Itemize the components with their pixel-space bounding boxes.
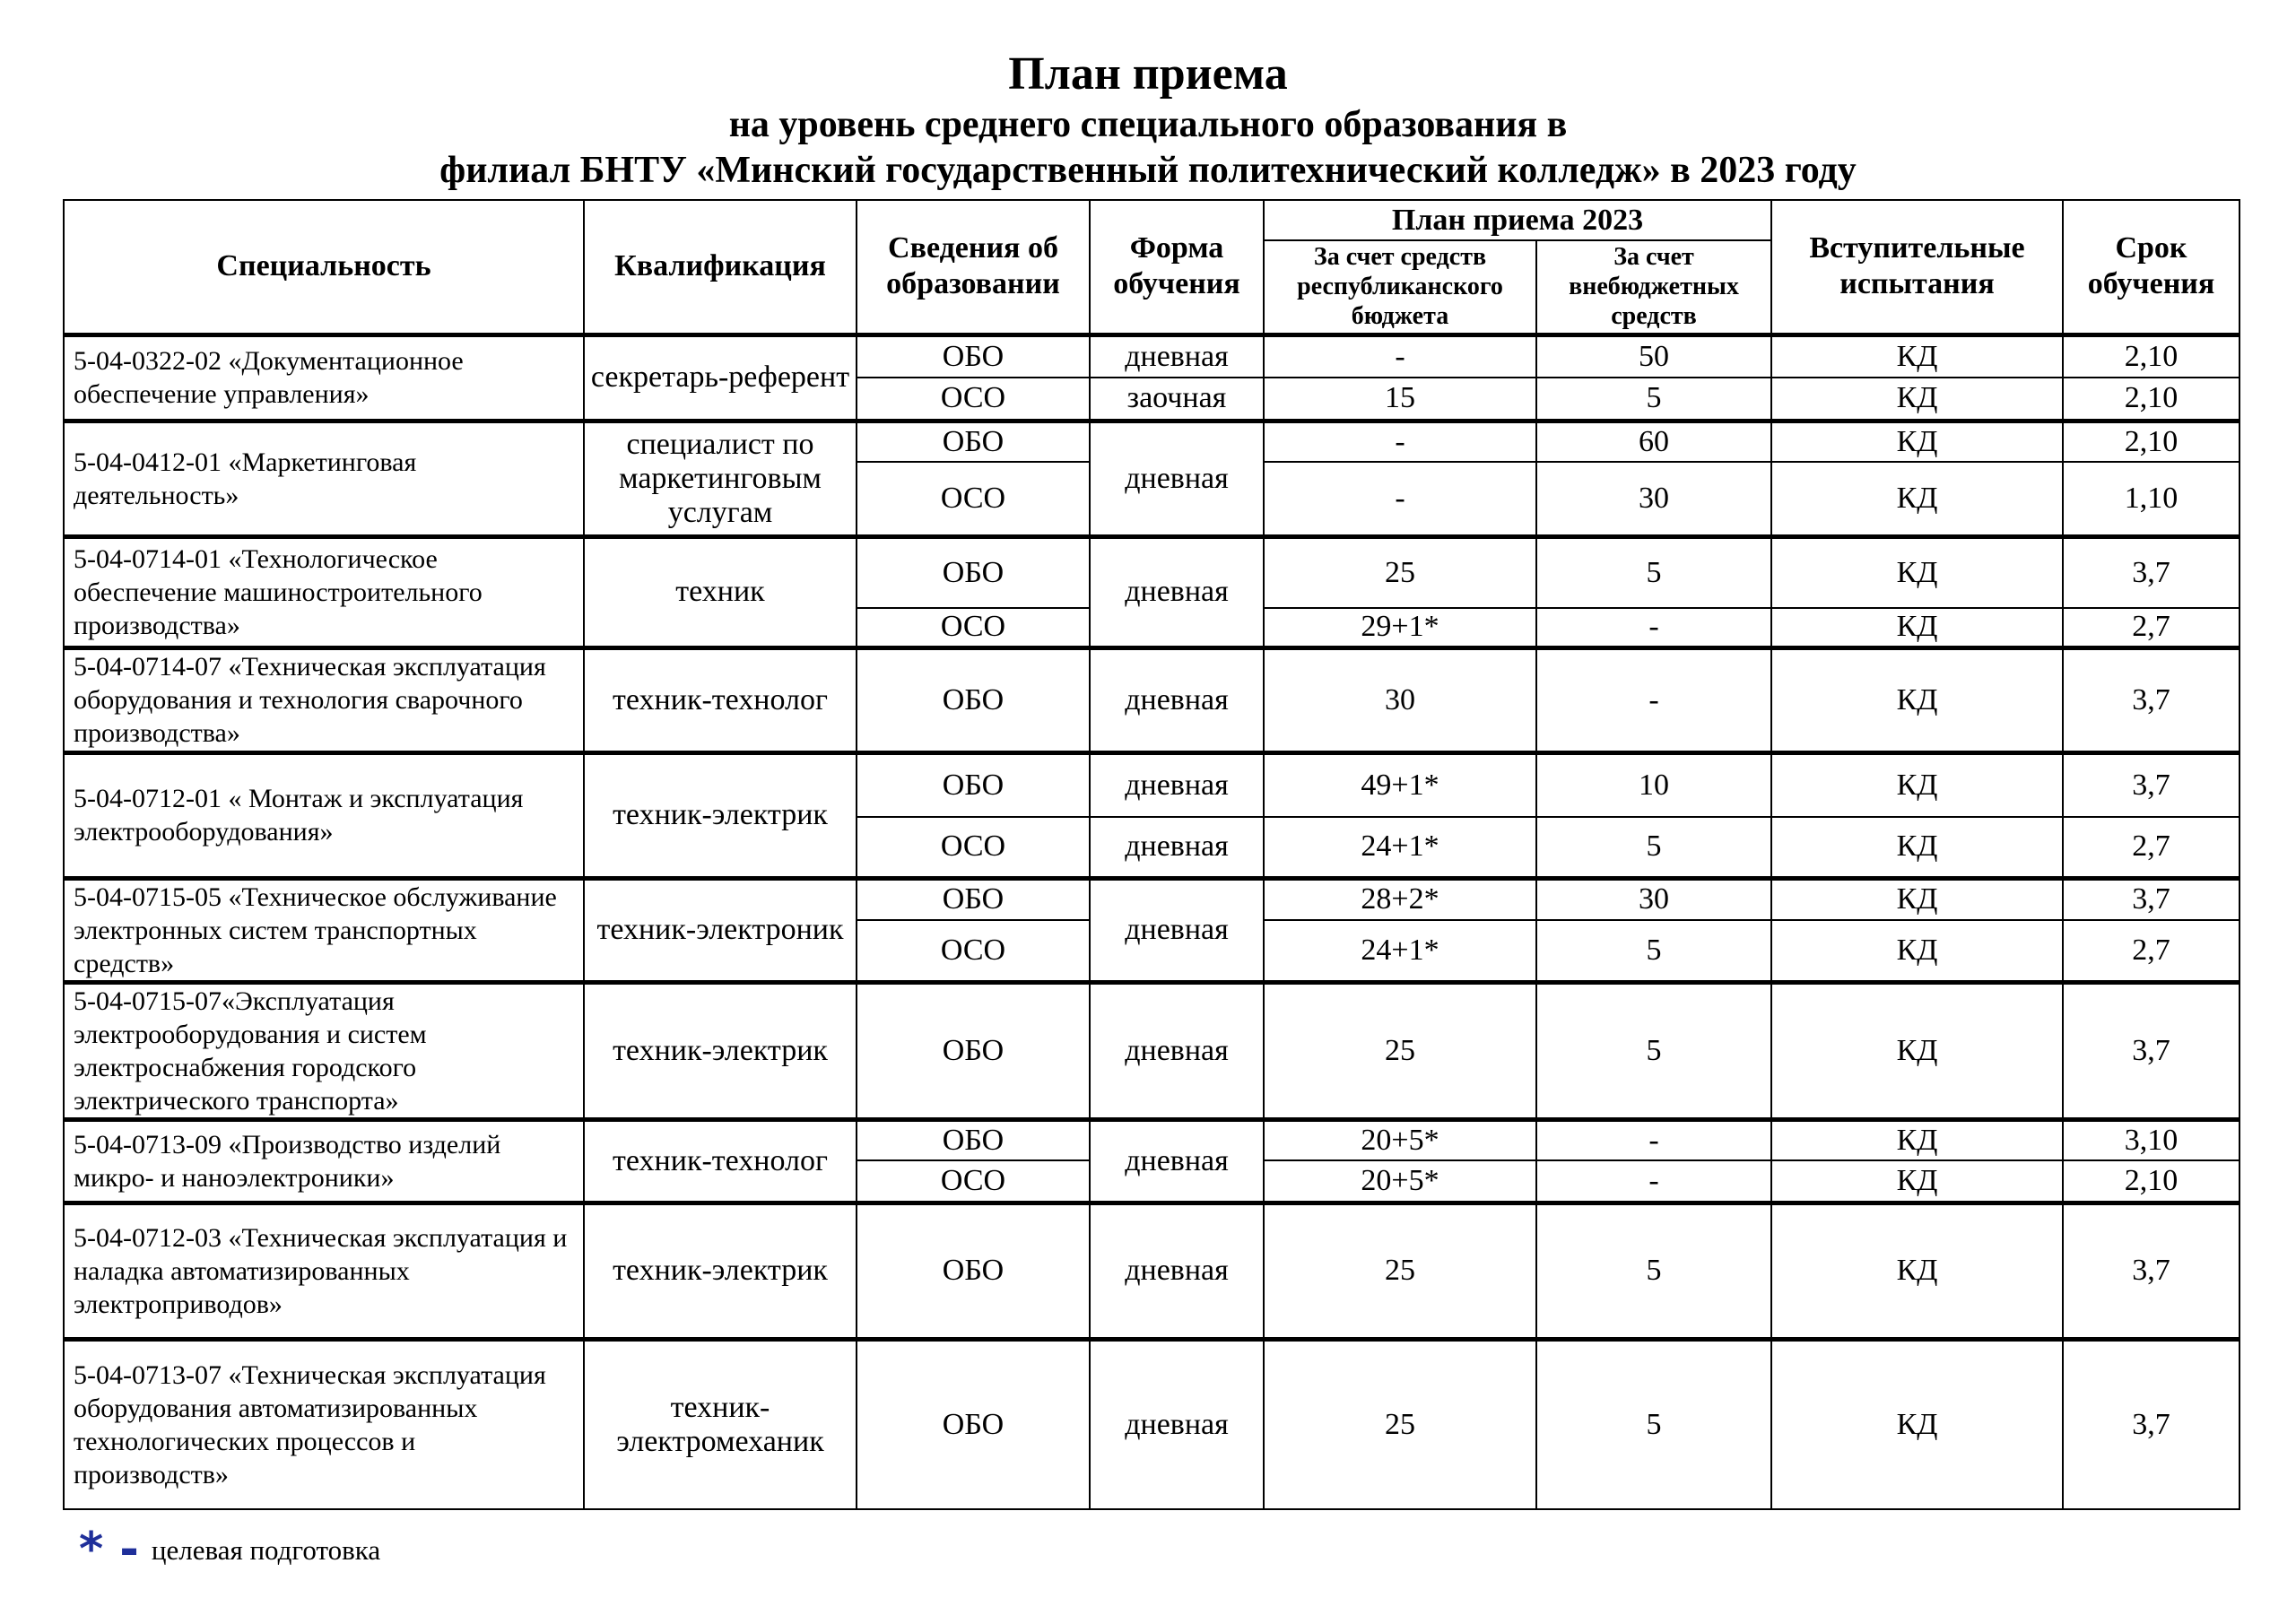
- exams-cell: КД: [1771, 1339, 2063, 1509]
- budget-cell: -: [1264, 334, 1536, 378]
- specialty-cell: 5-04-0714-01 «Технологическое обеспечение машиностроительного производства»: [64, 536, 584, 647]
- paid-cell: -: [1536, 1119, 1771, 1160]
- paid-cell: 10: [1536, 752, 1771, 817]
- form-cell: заочная: [1090, 378, 1264, 421]
- budget-cell: 25: [1264, 536, 1536, 608]
- qualification-cell: техник-электромеханик: [584, 1339, 857, 1509]
- header-specialty: Специальность: [64, 200, 584, 334]
- table-row: [64, 1339, 2239, 1509]
- exams-cell: КД: [1771, 982, 2063, 1119]
- page-title-block: [0, 47, 2296, 194]
- paid-cell: 5: [1536, 1203, 1771, 1339]
- table-row: [64, 1119, 2239, 1160]
- paid-cell: -: [1536, 1160, 1771, 1203]
- budget-cell: 15: [1264, 378, 1536, 421]
- budget-cell: 30: [1264, 647, 1536, 752]
- exams-cell: КД: [1771, 647, 2063, 752]
- form-cell: дневная: [1090, 1203, 1264, 1339]
- form-cell: дневная: [1090, 982, 1264, 1119]
- education-cell: ОБО: [857, 752, 1090, 817]
- specialty-group: [64, 752, 2239, 878]
- term-cell: 2,10: [2063, 1160, 2239, 1203]
- education-cell: ОСО: [857, 920, 1090, 982]
- term-cell: 3,10: [2063, 1119, 2239, 1160]
- specialty-group: [64, 1203, 2239, 1339]
- form-cell: дневная: [1090, 1119, 1264, 1203]
- table-row: [64, 647, 2239, 752]
- specialty-cell: 5-04-0412-01 «Маркетинговая деятельность»: [64, 421, 584, 536]
- exams-cell: КД: [1771, 1160, 2063, 1203]
- exams-cell: КД: [1771, 608, 2063, 647]
- table-row: [64, 752, 2239, 817]
- paid-cell: -: [1536, 647, 1771, 752]
- term-cell: 2,7: [2063, 608, 2239, 647]
- table-row: [64, 536, 2239, 608]
- paid-cell: 5: [1536, 1339, 1771, 1509]
- education-cell: ОБО: [857, 421, 1090, 462]
- budget-cell: 20+5*: [1264, 1160, 1536, 1203]
- education-cell: ОБО: [857, 1339, 1090, 1509]
- education-cell: ОСО: [857, 817, 1090, 878]
- budget-cell: 25: [1264, 1203, 1536, 1339]
- table-row: [64, 334, 2239, 378]
- education-cell: ОБО: [857, 1119, 1090, 1160]
- paid-cell: 5: [1536, 982, 1771, 1119]
- budget-cell: 25: [1264, 1339, 1536, 1509]
- specialty-cell: 5-04-0712-03 «Техническая эксплуатация и наладка автоматизированных электроприводов»: [64, 1203, 584, 1339]
- paid-cell: 60: [1536, 421, 1771, 462]
- table-row: [64, 1203, 2239, 1339]
- header-term: Срок обучения: [2063, 200, 2239, 334]
- term-cell: 3,7: [2063, 878, 2239, 920]
- education-cell: ОСО: [857, 608, 1090, 647]
- specialty-group: [64, 334, 2239, 421]
- term-cell: 2,10: [2063, 334, 2239, 378]
- qualification-cell: техник-электрик: [584, 752, 857, 878]
- term-cell: 3,7: [2063, 1339, 2239, 1509]
- qualification-cell: специалист по маркетинговым услугам: [584, 421, 857, 536]
- paid-cell: 30: [1536, 878, 1771, 920]
- term-cell: 3,7: [2063, 1203, 2239, 1339]
- specialty-group: [64, 1339, 2239, 1509]
- table-row: [64, 878, 2239, 920]
- header-budget: За счет средств республиканского бюджета: [1264, 240, 1536, 334]
- term-cell: 3,7: [2063, 536, 2239, 608]
- page-title: План приема: [1008, 48, 1288, 100]
- header-plan: План приема 2023: [1264, 200, 1771, 240]
- exams-cell: КД: [1771, 920, 2063, 982]
- specialty-group: [64, 878, 2239, 982]
- qualification-cell: секретарь-референт: [584, 334, 857, 421]
- qualification-cell: техник: [584, 536, 857, 647]
- specialty-cell: 5-04-0322-02 «Документационное обеспечение управления»: [64, 334, 584, 421]
- form-cell: дневная: [1090, 1339, 1264, 1509]
- paid-cell: 30: [1536, 462, 1771, 536]
- form-cell: дневная: [1090, 334, 1264, 378]
- budget-cell: 49+1*: [1264, 752, 1536, 817]
- specialty-group: [64, 421, 2239, 536]
- education-cell: ОСО: [857, 462, 1090, 536]
- page-subtitle: на уровень среднего специального образования в: [728, 104, 1568, 145]
- budget-cell: 20+5*: [1264, 1119, 1536, 1160]
- education-cell: ОБО: [857, 334, 1090, 378]
- term-cell: 2,10: [2063, 421, 2239, 462]
- header-qualification: Квалификация: [584, 200, 857, 334]
- specialty-cell: 5-04-0712-01 « Монтаж и эксплуатация электрооборудования»: [64, 752, 584, 878]
- qualification-cell: техник-электрик: [584, 982, 857, 1119]
- specialty-group: [64, 1119, 2239, 1203]
- form-cell: дневная: [1090, 647, 1264, 752]
- term-cell: 3,7: [2063, 647, 2239, 752]
- education-cell: ОСО: [857, 378, 1090, 421]
- paid-cell: 5: [1536, 920, 1771, 982]
- specialty-cell: 5-04-0713-07 «Техническая эксплуатация оборудования автоматизированных технологических процессов и производств»: [64, 1339, 584, 1509]
- form-cell: дневная: [1090, 878, 1264, 982]
- page-subtitle-institution: филиал БНТУ «Минский государственный политехнический колледж» в 2023 году: [439, 150, 1857, 191]
- header-exams: Вступительные испытания: [1771, 200, 2063, 334]
- term-cell: 2,7: [2063, 920, 2239, 982]
- term-cell: 3,7: [2063, 982, 2239, 1119]
- exams-cell: КД: [1771, 421, 2063, 462]
- specialty-group: [64, 982, 2239, 1119]
- specialty-group: [64, 536, 2239, 647]
- table-row: [64, 421, 2239, 462]
- exams-cell: КД: [1771, 536, 2063, 608]
- header-education: Сведения об образовании: [857, 200, 1090, 334]
- exams-cell: КД: [1771, 378, 2063, 421]
- specialty-cell: 5-04-0715-07«Эксплуатация электрооборудования и систем электроснабжения городского электрического транспорта»: [64, 982, 584, 1119]
- qualification-cell: техник-технолог: [584, 1119, 857, 1203]
- qualification-cell: техник-электроник: [584, 878, 857, 982]
- education-cell: ОБО: [857, 1203, 1090, 1339]
- paid-cell: -: [1536, 608, 1771, 647]
- education-cell: ОБО: [857, 647, 1090, 752]
- term-cell: 1,10: [2063, 462, 2239, 536]
- footnote: [79, 1523, 380, 1576]
- form-cell: дневная: [1090, 817, 1264, 878]
- term-cell: 2,7: [2063, 817, 2239, 878]
- budget-cell: 25: [1264, 982, 1536, 1119]
- budget-cell: 28+2*: [1264, 878, 1536, 920]
- footnote-asterisk-mark: * -: [79, 1523, 139, 1576]
- budget-cell: -: [1264, 462, 1536, 536]
- exams-cell: КД: [1771, 1119, 2063, 1160]
- term-cell: 2,10: [2063, 378, 2239, 421]
- specialty-group: [64, 647, 2239, 752]
- paid-cell: 5: [1536, 536, 1771, 608]
- specialty-cell: 5-04-0715-05 «Техническое обслуживание электронных систем транспортных средств»: [64, 878, 584, 982]
- paid-cell: 5: [1536, 378, 1771, 421]
- qualification-cell: техник-электрик: [584, 1203, 857, 1339]
- budget-cell: 24+1*: [1264, 817, 1536, 878]
- education-cell: ОБО: [857, 878, 1090, 920]
- table-row: [64, 982, 2239, 1119]
- budget-cell: 24+1*: [1264, 920, 1536, 982]
- specialty-cell: 5-04-0714-07 «Техническая эксплуатация оборудования и технология сварочного производства»: [64, 647, 584, 752]
- exams-cell: КД: [1771, 817, 2063, 878]
- form-cell: дневная: [1090, 752, 1264, 817]
- exams-cell: КД: [1771, 462, 2063, 536]
- exams-cell: КД: [1771, 1203, 2063, 1339]
- qualification-cell: техник-технолог: [584, 647, 857, 752]
- budget-cell: 29+1*: [1264, 608, 1536, 647]
- form-cell: дневная: [1090, 536, 1264, 647]
- exams-cell: КД: [1771, 334, 2063, 378]
- specialty-cell: 5-04-0713-09 «Производство изделий микро- и наноэлектроники»: [64, 1119, 584, 1203]
- header-paid: За счет внебюджетных средств: [1536, 240, 1771, 334]
- paid-cell: 50: [1536, 334, 1771, 378]
- footnote-text: целевая подготовка: [151, 1534, 381, 1566]
- education-cell: ОБО: [857, 982, 1090, 1119]
- exams-cell: КД: [1771, 878, 2063, 920]
- budget-cell: -: [1264, 421, 1536, 462]
- exams-cell: КД: [1771, 752, 2063, 817]
- education-cell: ОСО: [857, 1160, 1090, 1203]
- term-cell: 3,7: [2063, 752, 2239, 817]
- form-cell: дневная: [1090, 421, 1264, 536]
- education-cell: ОБО: [857, 536, 1090, 608]
- paid-cell: 5: [1536, 817, 1771, 878]
- header-form: Форма обучения: [1090, 200, 1264, 334]
- admission-plan-table: [63, 199, 2240, 1510]
